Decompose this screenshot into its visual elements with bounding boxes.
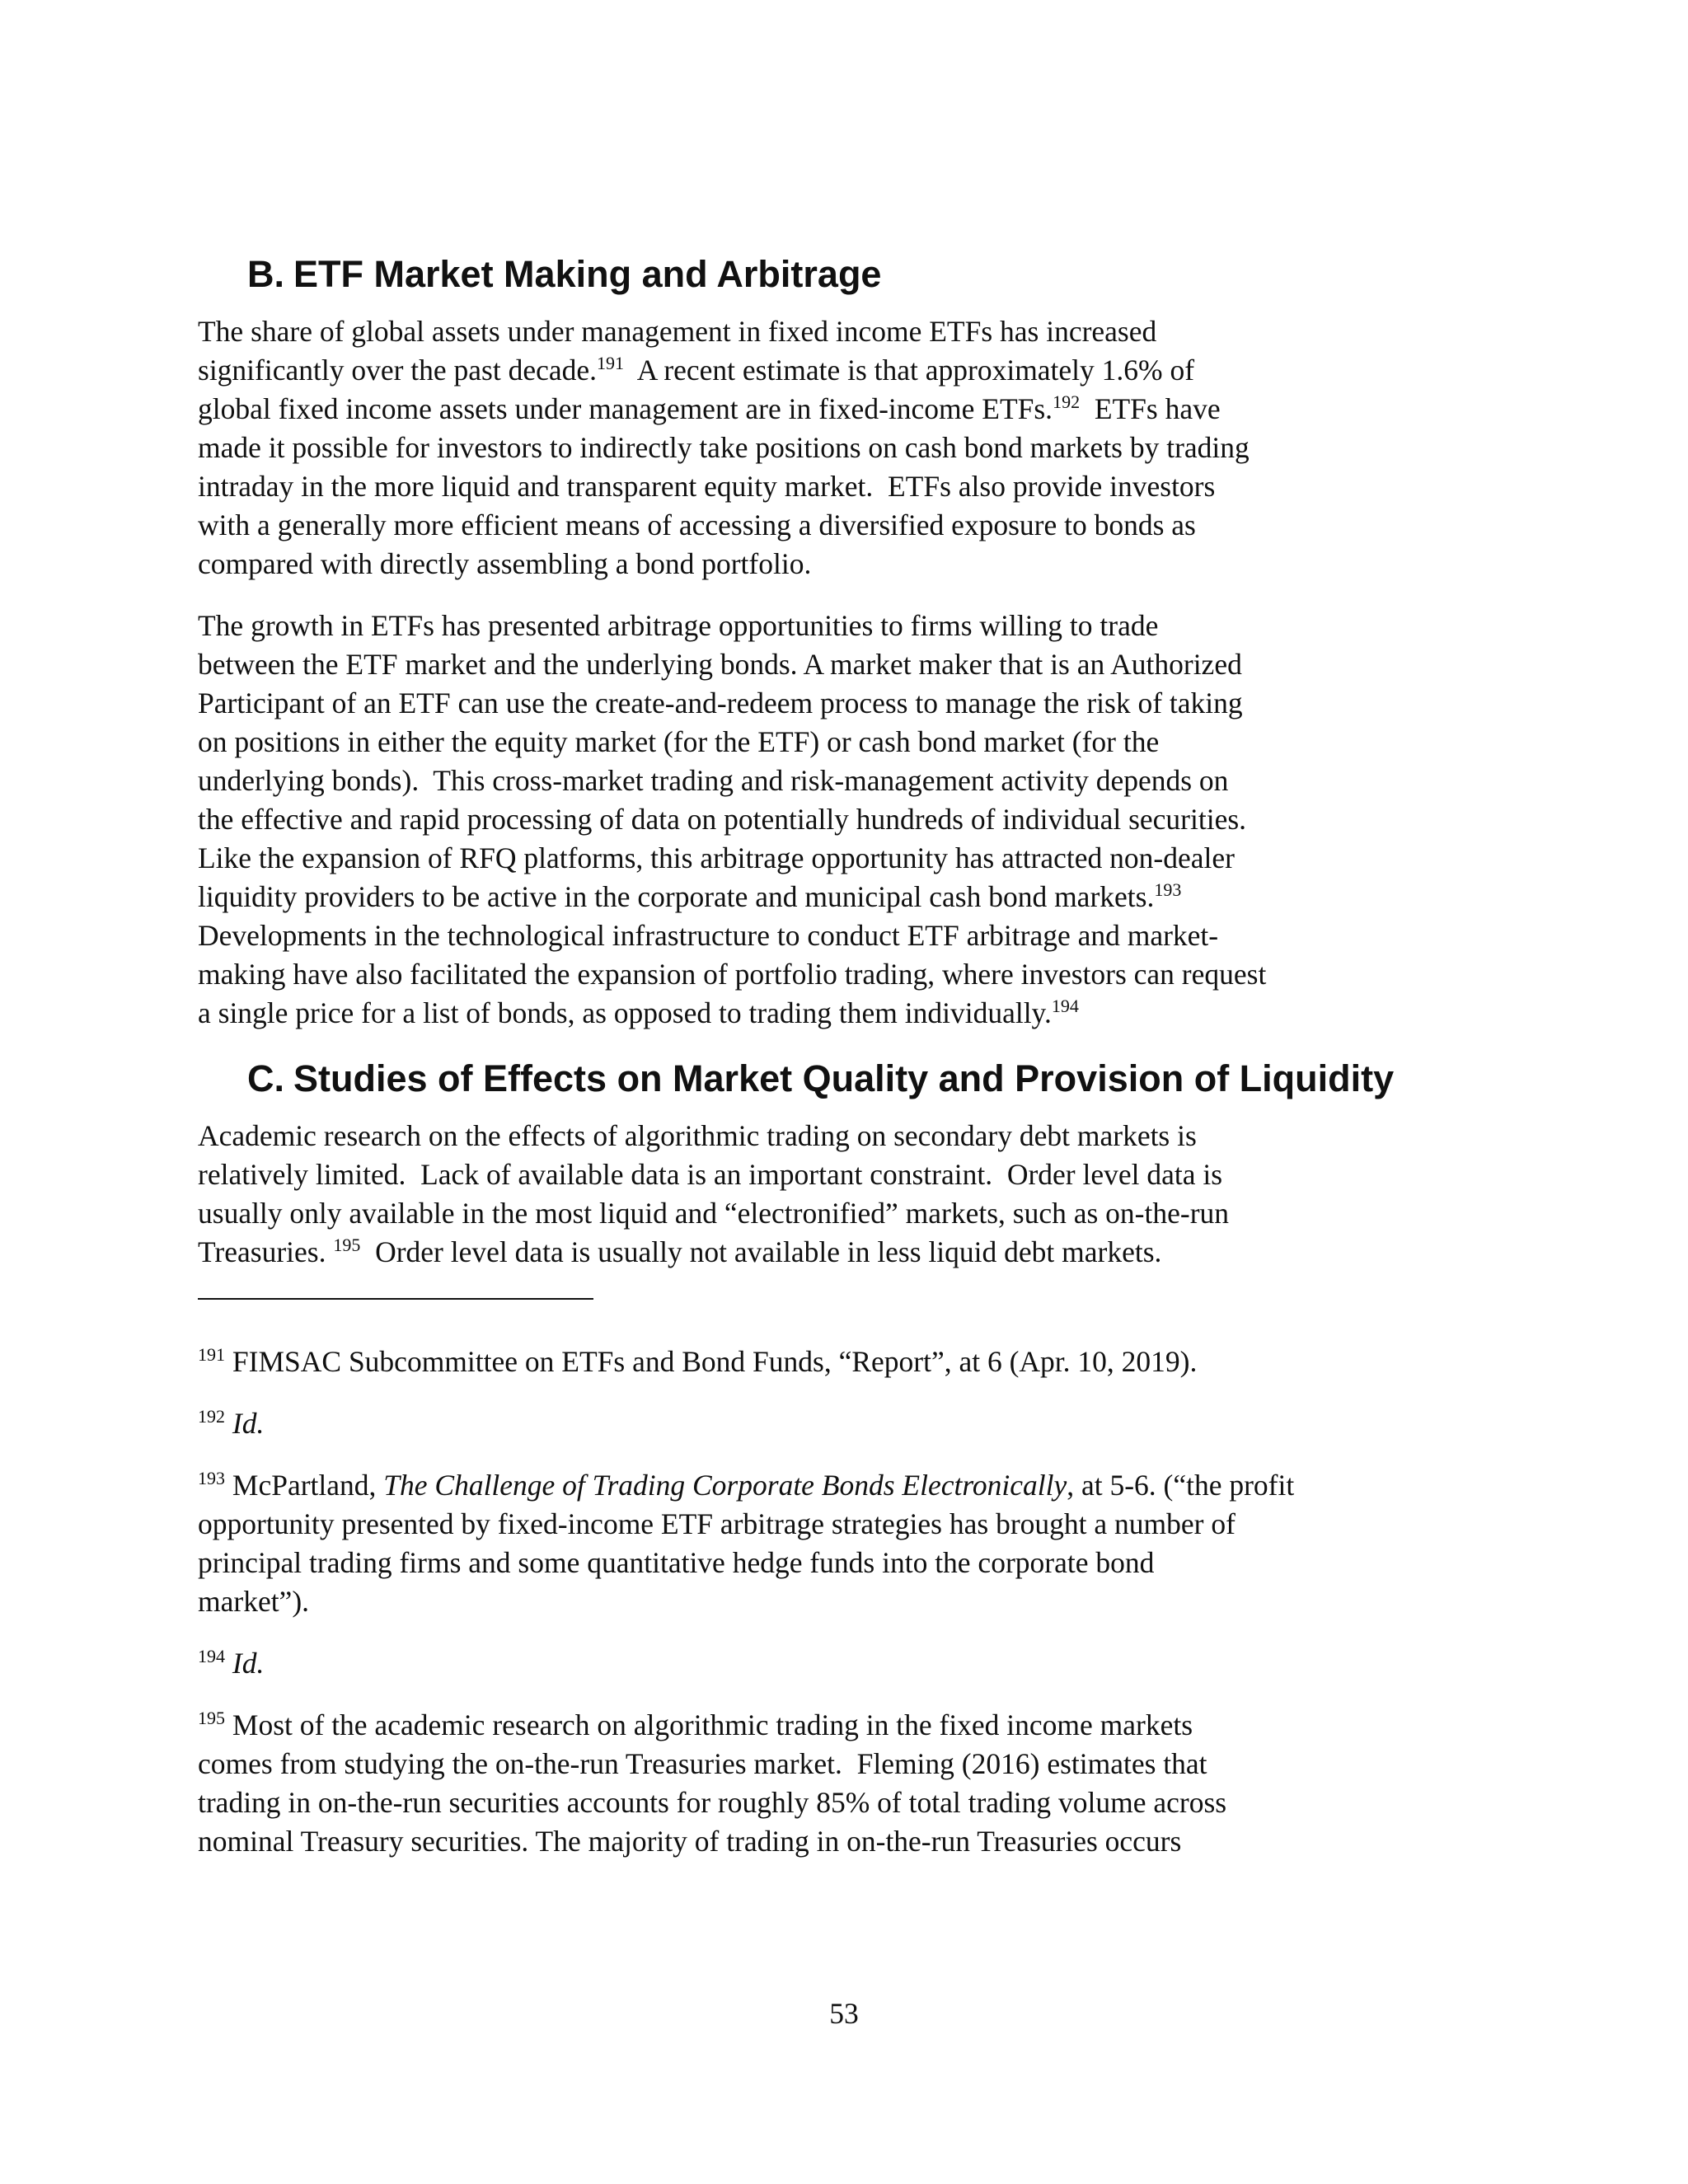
footnote-191: [198, 1343, 1500, 1381]
text-line: [198, 1466, 1500, 1505]
footnote-ref-194[interactable]: 194: [1051, 996, 1079, 1016]
footnote-194: [198, 1644, 1500, 1683]
text-run: significantly over the past decade.: [198, 354, 597, 387]
footnote-ref-195[interactable]: 195: [333, 1235, 361, 1255]
text-line: market”).: [198, 1585, 310, 1618]
footnote-number: 191: [198, 1344, 225, 1365]
text-line: trading in on-the-run securities accounts for roughly 85% of total trading volume across: [198, 1786, 1227, 1819]
footnote-text: Id.: [225, 1647, 265, 1680]
footnote-text: FIMSAC Subcommittee on ETFs and Bond Funds, “Report”, at 6 (Apr. 10, 2019).: [225, 1345, 1198, 1378]
text-line: on positions in either the equity market (for the ETF) or cash bond market (for the: [198, 725, 1160, 758]
text-run: Treasuries.: [198, 1235, 334, 1268]
text-line: The share of global assets under management in fixed income ETFs has increased: [198, 315, 1157, 348]
text-run: ETFs have: [1080, 392, 1221, 425]
footnote-ref-192[interactable]: 192: [1053, 391, 1081, 412]
text-line: with a generally more efficient means of accessing a diversified exposure to bonds as: [198, 509, 1196, 541]
text-line: Academic research on the effects of algorithmic trading on secondary debt markets is: [198, 1119, 1197, 1152]
footnote-195: [198, 1706, 1500, 1861]
cited-work-title: The Challenge of Trading Corporate Bonds Electronically: [383, 1469, 1067, 1502]
text-line: between the ETF market and the underlying bonds. A market maker that is an Authorized: [198, 648, 1242, 681]
text-line: opportunity presented by fixed-income ETF arbitrage strategies has brought a number of: [198, 1507, 1236, 1540]
footnote-text: McPartland,: [225, 1469, 384, 1502]
text-line: [198, 390, 1500, 429]
footnote-text: Id.: [225, 1407, 265, 1440]
section-b-title: ETF Market Making and Arbitrage: [293, 253, 882, 295]
text-line: Participant of an ETF can use the create-and-redeem process to manage the risk of taking: [198, 687, 1243, 719]
text-line: Developments in the technological infrastructure to conduct ETF arbitrage and market-: [198, 919, 1219, 952]
footnote-number: 194: [198, 1646, 225, 1666]
text-line: intraday in the more liquid and transparent equity market. ETFs also provide investors: [198, 470, 1216, 503]
footnote-number: 195: [198, 1708, 225, 1728]
text-run: Order level data is usually not available in less liquid debt markets.: [360, 1235, 1162, 1268]
text-line: making have also facilitated the expansion of portfolio trading, where investors can request: [198, 958, 1267, 991]
text-line: [198, 1233, 1500, 1272]
page-number: 53: [829, 1997, 859, 2030]
text-line: comes from studying the on-the-run Treasuries market. Fleming (2016) estimates that: [198, 1747, 1207, 1780]
text-line: [198, 878, 1500, 916]
footnote-ref-191[interactable]: 191: [597, 353, 624, 373]
text-line: [198, 1343, 1500, 1381]
footnote-number: 192: [198, 1406, 225, 1427]
footnote-text: Most of the academic research on algorithmic trading in the fixed income markets: [225, 1708, 1193, 1741]
text-line: nominal Treasury securities. The majority of trading in on-the-run Treasuries occurs: [198, 1825, 1182, 1858]
section-c-letter: C.: [247, 1057, 284, 1099]
text-run: liquidity providers to be active in the corporate and municipal cash bond markets.: [198, 880, 1155, 913]
text-line: The growth in ETFs has presented arbitrage opportunities to firms willing to trade: [198, 609, 1159, 642]
footnote-separator: [198, 1298, 593, 1300]
footnote-text: , at 5-6. (“the profit: [1067, 1469, 1295, 1502]
text-line: the effective and rapid processing of data on potentially hundreds of individual securities.: [198, 803, 1247, 836]
section-c-heading: [198, 1056, 1500, 1102]
text-run: global fixed income assets under management are in fixed-income ETFs.: [198, 392, 1053, 425]
text-line: made it possible for investors to indirectly take positions on cash bond markets by trading: [198, 431, 1250, 464]
text-line: usually only available in the most liquid and “electronified” markets, such as on-the-run: [198, 1197, 1230, 1230]
text-run: a single price for a list of bonds, as opposed to trading them individually.: [198, 996, 1052, 1029]
section-c-paragraph-1: [198, 1117, 1500, 1272]
text-line: [198, 1404, 1500, 1443]
text-run: A recent estimate is that approximately 1.6% of: [624, 354, 1195, 387]
text-line: relatively limited. Lack of available data is an important constraint. Order level data is: [198, 1158, 1223, 1191]
text-line: [198, 1644, 1500, 1683]
text-line: underlying bonds). This cross-market trading and risk-management activity depends on: [198, 764, 1229, 797]
footnote-193: [198, 1466, 1500, 1621]
text-line: [198, 994, 1500, 1033]
section-b-letter: B.: [247, 253, 284, 295]
footnote-ref-193[interactable]: 193: [1154, 879, 1182, 900]
footnote-192: [198, 1404, 1500, 1443]
footnote-number: 193: [198, 1468, 225, 1488]
text-line: [198, 351, 1500, 390]
section-b-paragraph-1: [198, 312, 1500, 583]
section-b-heading: [198, 251, 1500, 298]
text-line: [198, 1706, 1500, 1745]
text-line: compared with directly assembling a bond portfolio.: [198, 547, 812, 580]
text-line: Like the expansion of RFQ platforms, this arbitrage opportunity has attracted non-dealer: [198, 841, 1235, 874]
text-line: principal trading firms and some quantitative hedge funds into the corporate bond: [198, 1546, 1155, 1579]
section-b-paragraph-2: [198, 607, 1500, 1033]
section-c-title: Studies of Effects on Market Quality and Provision of Liquidity: [293, 1057, 1395, 1099]
page-content: [198, 251, 1500, 1884]
